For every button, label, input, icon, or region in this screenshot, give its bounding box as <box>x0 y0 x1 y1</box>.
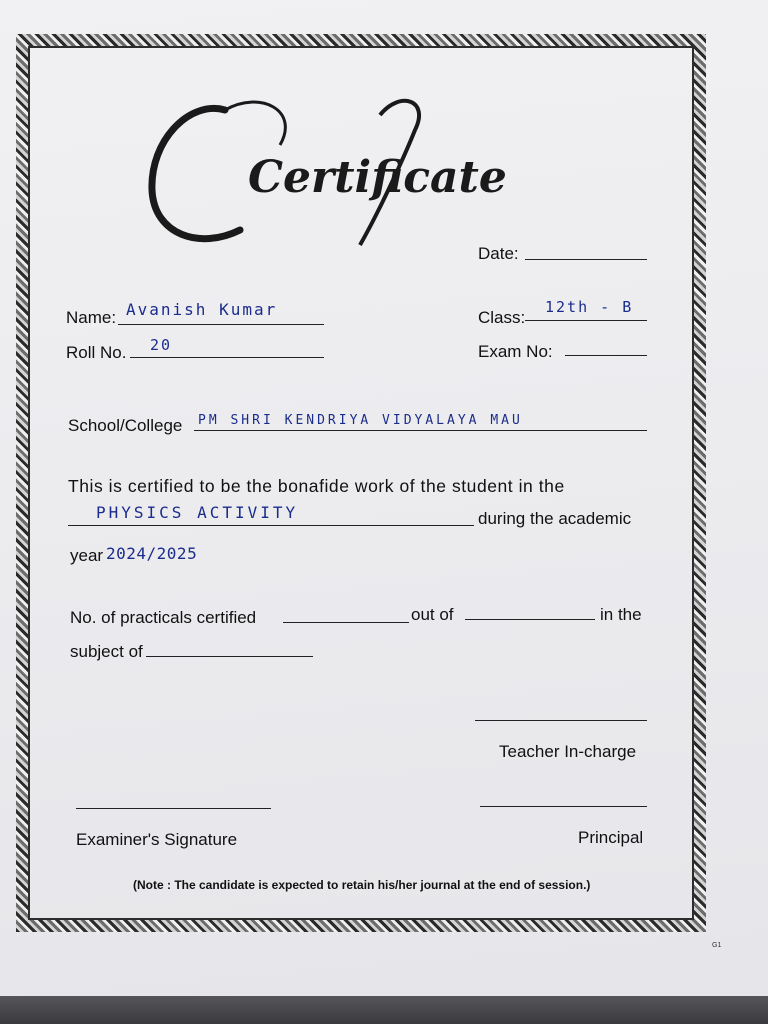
examiner-signature-line <box>76 808 271 809</box>
subject-line <box>146 656 313 657</box>
school-label: School/College <box>68 416 183 435</box>
school-value: PM SHRI KENDRIYA VIDYALAYA MAU <box>198 413 523 428</box>
date-label: Date: <box>478 244 519 263</box>
class-label: Class: <box>478 308 526 327</box>
principal-label: Principal <box>578 828 644 847</box>
practicals-line <box>283 622 409 623</box>
year-value: 2024/2025 <box>106 544 198 563</box>
date-line <box>525 259 647 260</box>
examiner-label: Examiner's Signature <box>76 830 238 849</box>
activity-line <box>68 525 474 526</box>
name-value: Avanish Kumar <box>126 300 278 319</box>
name-line <box>118 324 324 325</box>
subject-label: subject of <box>70 642 143 661</box>
in-the-label: in the <box>600 605 642 624</box>
out-of-label: out of <box>411 605 454 624</box>
teacher-signature-line <box>475 720 647 721</box>
practicals-label: No. of practicals certified <box>70 608 257 627</box>
certificate-heading-graphic <box>130 70 530 260</box>
class-value: 12th - B <box>545 298 634 316</box>
principal-signature-line <box>480 806 647 807</box>
activity-value: PHYSICS ACTIVITY <box>96 503 299 522</box>
certified-statement: This is certified to be the bonafide work of the student in the <box>68 476 565 496</box>
certificate-heading-text: Certificate <box>248 152 507 203</box>
roll-value: 20 <box>150 336 173 354</box>
academic-text: during the academic <box>478 509 632 528</box>
page-edge-shadow <box>0 996 768 1024</box>
certificate-heading <box>130 70 530 260</box>
corner-mark: G1 <box>712 942 722 949</box>
roll-line <box>130 357 324 358</box>
name-label: Name: <box>66 308 117 327</box>
school-line <box>194 430 647 431</box>
exam-line <box>565 355 647 356</box>
teacher-label: Teacher In-charge <box>499 742 637 761</box>
roll-label: Roll No. <box>66 343 127 362</box>
retention-note: (Note : The candidate is expected to retain his/her journal at the end of session.) <box>133 878 591 892</box>
exam-label: Exam No: <box>478 342 553 361</box>
out-of-line <box>465 619 595 620</box>
year-label: year <box>70 546 104 565</box>
class-line <box>525 320 647 321</box>
